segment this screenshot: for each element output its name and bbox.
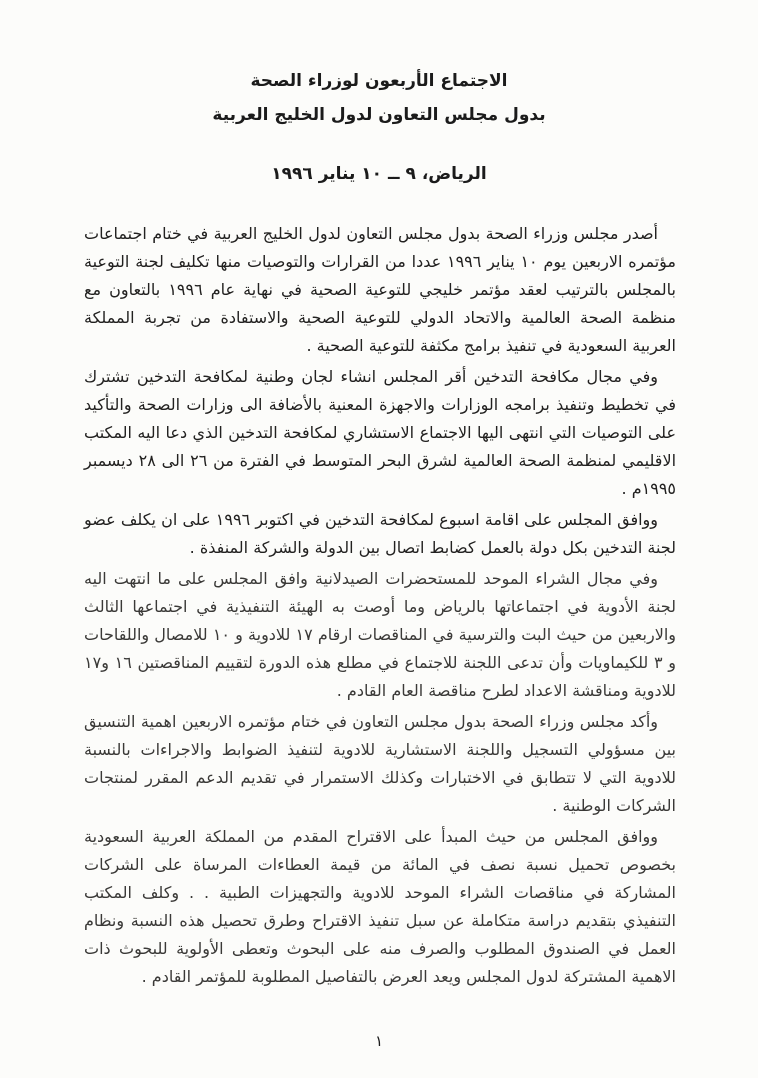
paragraph-5: وأكد مجلس وزراء الصحة بدول مجلس التعاون في ختام مؤتمره الاربعين اهمية التنسيق بين مسؤولي التسجيل واللجنة الاستشارية للادوية لتنفيذ الضوابط والاجراءات بالنسبة للادوية التي لا تتطابق في الاختبارات وكذلك الاستمرار في تقديم الدعم المقرر لمنتجات الشركات الوطنية . bbox=[84, 712, 676, 815]
document-title-line-2: بدول مجلس التعاون لدول الخليج العربية bbox=[212, 105, 546, 125]
document-title-line-1: الاجتماع الأربعون لوزراء الصحة bbox=[250, 71, 508, 91]
page-number: ١ bbox=[374, 1032, 384, 1050]
document-header bbox=[0, 0, 758, 190]
paragraph-4: وفي مجال الشراء الموحد للمستحضرات الصيدلانية وافق المجلس على ما انتهت اليه لجنة الأدوية في اجتماعاتها بالرياض وما أوصت به الهيئة التنفيذية في اجتماعها الثالث والاربعين من حيث البت والترسية في المناقصات ارقام ١٧ للادوية و ١٠ للامصال واللقاحات و ٣ للكيماويات وأن تدعى اللجنة للاجتماع في مطلع هذه الدورة لتقييم المناقصتين ١٦ و١٧ للادوية ومناقشة الاعداد لطرح مناقصة العام القادم . bbox=[84, 569, 677, 700]
paragraph-1: أصدر مجلس وزراء الصحة بدول مجلس التعاون لدول الخليج العربية في ختام اجتماعات مؤتمره الاربعين يوم ١٠ يناير ١٩٩٦ عددا من القرارات والتوصيات منها تكليف لجنة التوعية بالمجلس بالترتيب لعقد مؤتمر خليجي للتوعية الصحية في نهاية عام ١٩٩٦ بالتعاون مع منظمة الصحة العالمية والاتحاد الدولي للتوعية الصحية والاستفادة من تجربة المملكة العربية السعودية في تنفيذ برامج مكثفة للتوعية الصحية . bbox=[84, 224, 677, 355]
paragraph-3: ووافق المجلس على اقامة اسبوع لمكافحة التدخين في اكتوبر ١٩٩٦ على ان يكلف عضو لجنة التدخين بكل دولة بالعمل كضابط اتصال بين الدولة والشركة المنفذة . bbox=[84, 510, 676, 557]
paragraph-6: ووافق المجلس من حيث المبدأ على الاقتراح المقدم من المملكة العربية السعودية بخصوص تحميل نسبة نصف في المائة من قيمة العطاءات المرساة على الشركات المشاركة في مناقصات الشراء الموحد للادوية والتجهيزات الطبية . . وكلف المكتب التنفيذي بتقديم دراسة متكاملة عن سبل تنفيذ الاقتراح وطرق تحصيل هذه النسبة ونظام العمل في الصندوق المطلوب والصرف منه على البحوث وتعطى الأولوية للبحوث ذات الاهمية المشتركة لدول المجلس ويعد العرض بالتفاصيل المطلوبة للمؤتمر القادم . bbox=[84, 827, 676, 986]
document-date-line: الرياض، ٩ ــ ١٠ يناير ١٩٩٦ bbox=[271, 164, 487, 184]
document-body bbox=[0, 190, 758, 991]
paragraph-2: وفي مجال مكافحة التدخين أقر المجلس انشاء لجان وطنية لمكافحة التدخين تشترك في تخطيط وتنفيذ برامجه الوزارات والاجهزة المعنية بالأضافة الى وزارات الصحة والتأكيد على التوصيات التي انتهى اليها الاجتماع الاستشاري لمكافحة التدخين الذي دعا اليه المكتب الاقليمي لمنظمة الصحة العالمية لشرق البحر المتوسط في الفترة من ٢٦ الى ٢٨ ديسمبر ١٩٩٥م . bbox=[84, 367, 677, 498]
